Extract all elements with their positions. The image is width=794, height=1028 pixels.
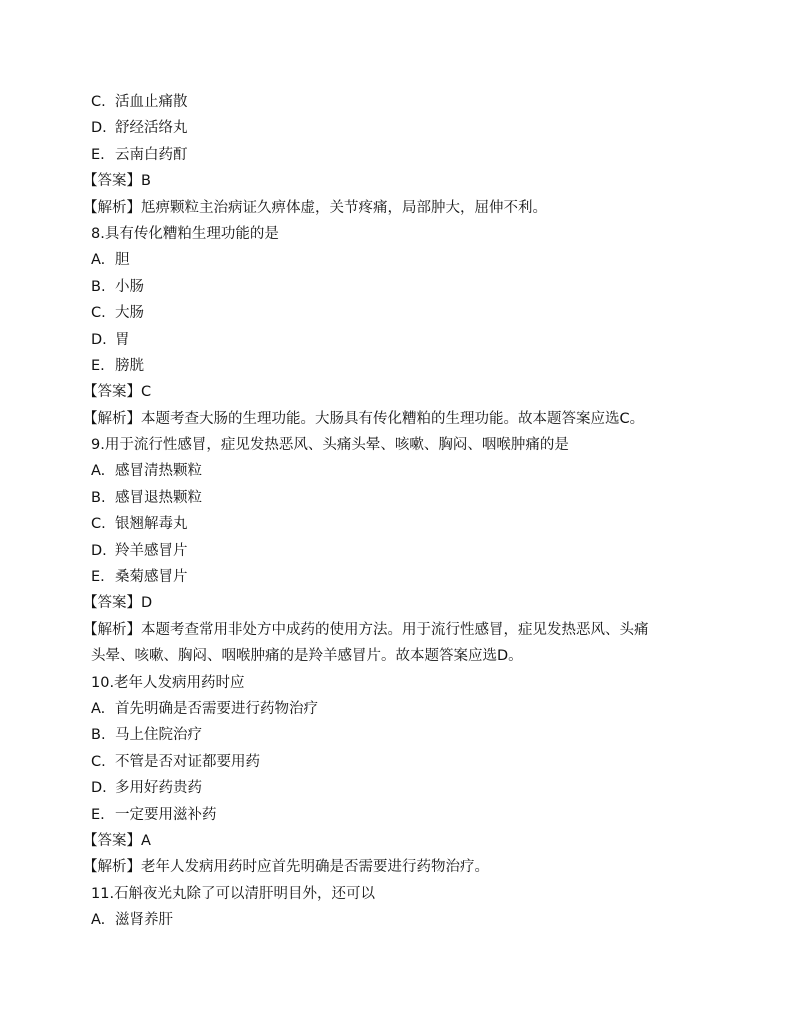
option-letter: E. (91, 806, 105, 823)
answer-label: 【答案】 (83, 595, 141, 612)
q8-option-a (91, 247, 711, 273)
analysis-label: 【解析】 (83, 859, 141, 876)
option-letter: C. (91, 516, 106, 533)
option-text: 感冒退热颗粒 (115, 489, 202, 506)
q8-answer (83, 379, 711, 405)
answer-value: B (141, 173, 151, 190)
option-letter: D. (91, 780, 107, 797)
q8-stem: 8.具有传化糟粕生理功能的是 (91, 225, 279, 242)
option-letter: A. (91, 700, 106, 717)
q10-option-e (91, 802, 711, 828)
analysis-text: 本题考查大肠的生理功能。大肠具有传化糟粕的生理功能。故本题答案应选C。 (141, 410, 645, 427)
q10-stem: 10.老年人发病用药时应 (91, 674, 245, 691)
option-text: 滋肾养肝 (115, 912, 173, 929)
option-text: 马上住院治疗 (115, 727, 202, 744)
answer-label: 【答案】 (83, 832, 141, 849)
answer-label: 【答案】 (83, 173, 141, 190)
q10-option-c (91, 749, 711, 775)
option-text: 膀胱 (115, 357, 144, 374)
option-letter: D. (91, 120, 107, 137)
option-letter: A. (91, 912, 106, 929)
q9-option-d (91, 538, 711, 564)
option-text: 一定要用滋补药 (115, 806, 217, 823)
option-letter: B. (91, 278, 106, 295)
q9-analysis-line2: 头晕、咳嗽、胸闷、咽喉肿痛的是羚羊感冒片。故本题答案应选D。 (91, 648, 523, 665)
option-text: 不管是否对证都要用药 (115, 753, 260, 770)
option-text: 胆 (115, 252, 130, 269)
option-text: 大肠 (115, 305, 144, 322)
answer-value: C (141, 384, 152, 401)
analysis-text: 本题考查常用非处方中成药的使用方法。用于流行性感冒，症见发热恶风、头痛 (141, 621, 649, 638)
option-letter: A. (91, 463, 106, 480)
option-text: 云南白药酊 (115, 146, 188, 163)
q9-option-c (91, 511, 711, 537)
analysis-label: 【解析】 (83, 199, 141, 216)
q10-option-a (91, 696, 711, 722)
option-text: 舒经活络丸 (115, 120, 188, 137)
q7-option-d (91, 115, 711, 141)
q7-option-e (91, 142, 711, 168)
option-letter: E. (91, 357, 105, 374)
option-text: 羚羊感冒片 (115, 542, 188, 559)
analysis-text: 老年人发病用药时应首先明确是否需要进行药物治疗。 (141, 859, 489, 876)
option-text: 银翘解毒丸 (115, 516, 188, 533)
q9-answer (83, 590, 711, 616)
q7-answer (83, 168, 711, 194)
answer-value: D (141, 595, 153, 612)
q10-analysis (83, 854, 711, 880)
option-text: 首先明确是否需要进行药物治疗 (115, 700, 318, 717)
q8-option-c (91, 300, 711, 326)
q8-option-b (91, 274, 711, 300)
option-letter: D. (91, 331, 107, 348)
q8-option-d (91, 327, 711, 353)
answer-value: A (141, 832, 151, 849)
q7-analysis (83, 195, 711, 221)
option-text: 小肠 (115, 278, 144, 295)
analysis-label: 【解析】 (83, 621, 141, 638)
option-letter: E. (91, 569, 105, 586)
option-text: 多用好药贵药 (115, 780, 202, 797)
q9-option-b (91, 485, 711, 511)
option-text: 桑菊感冒片 (115, 569, 188, 586)
q9-option-a (91, 458, 711, 484)
question-content (83, 89, 711, 934)
option-text: 感冒清热颗粒 (115, 463, 202, 480)
option-letter: D. (91, 542, 107, 559)
option-letter: B. (91, 727, 106, 744)
option-text: 胃 (115, 331, 130, 348)
q10-answer (83, 828, 711, 854)
option-letter: A. (91, 252, 106, 269)
option-letter: C. (91, 94, 106, 110)
q8-option-e (91, 353, 711, 379)
option-letter: B. (91, 489, 106, 506)
q11-stem: 11.石斛夜光丸除了可以清肝明目外，还可以 (91, 885, 376, 902)
answer-label: 【答案】 (83, 384, 141, 401)
analysis-label: 【解析】 (83, 410, 141, 427)
analysis-text: 尪痹颗粒主治病证久痹体虚，关节疼痛，局部肿大，屈伸不利。 (141, 199, 547, 216)
q9-option-e (91, 564, 711, 590)
q9-stem: 9.用于流行性感冒，症见发热恶风、头痛头晕、咳嗽、胸闷、咽喉肿痛的是 (91, 437, 569, 454)
q7-option-c (91, 89, 711, 115)
option-letter: C. (91, 305, 106, 322)
q10-option-b (91, 722, 711, 748)
option-letter: C. (91, 753, 106, 770)
option-letter: E. (91, 146, 105, 163)
option-text: 活血止痛散 (115, 94, 188, 110)
q9-analysis-line1 (83, 617, 711, 643)
q10-option-d (91, 775, 711, 801)
q8-analysis (83, 406, 711, 432)
q11-option-a (91, 907, 711, 933)
